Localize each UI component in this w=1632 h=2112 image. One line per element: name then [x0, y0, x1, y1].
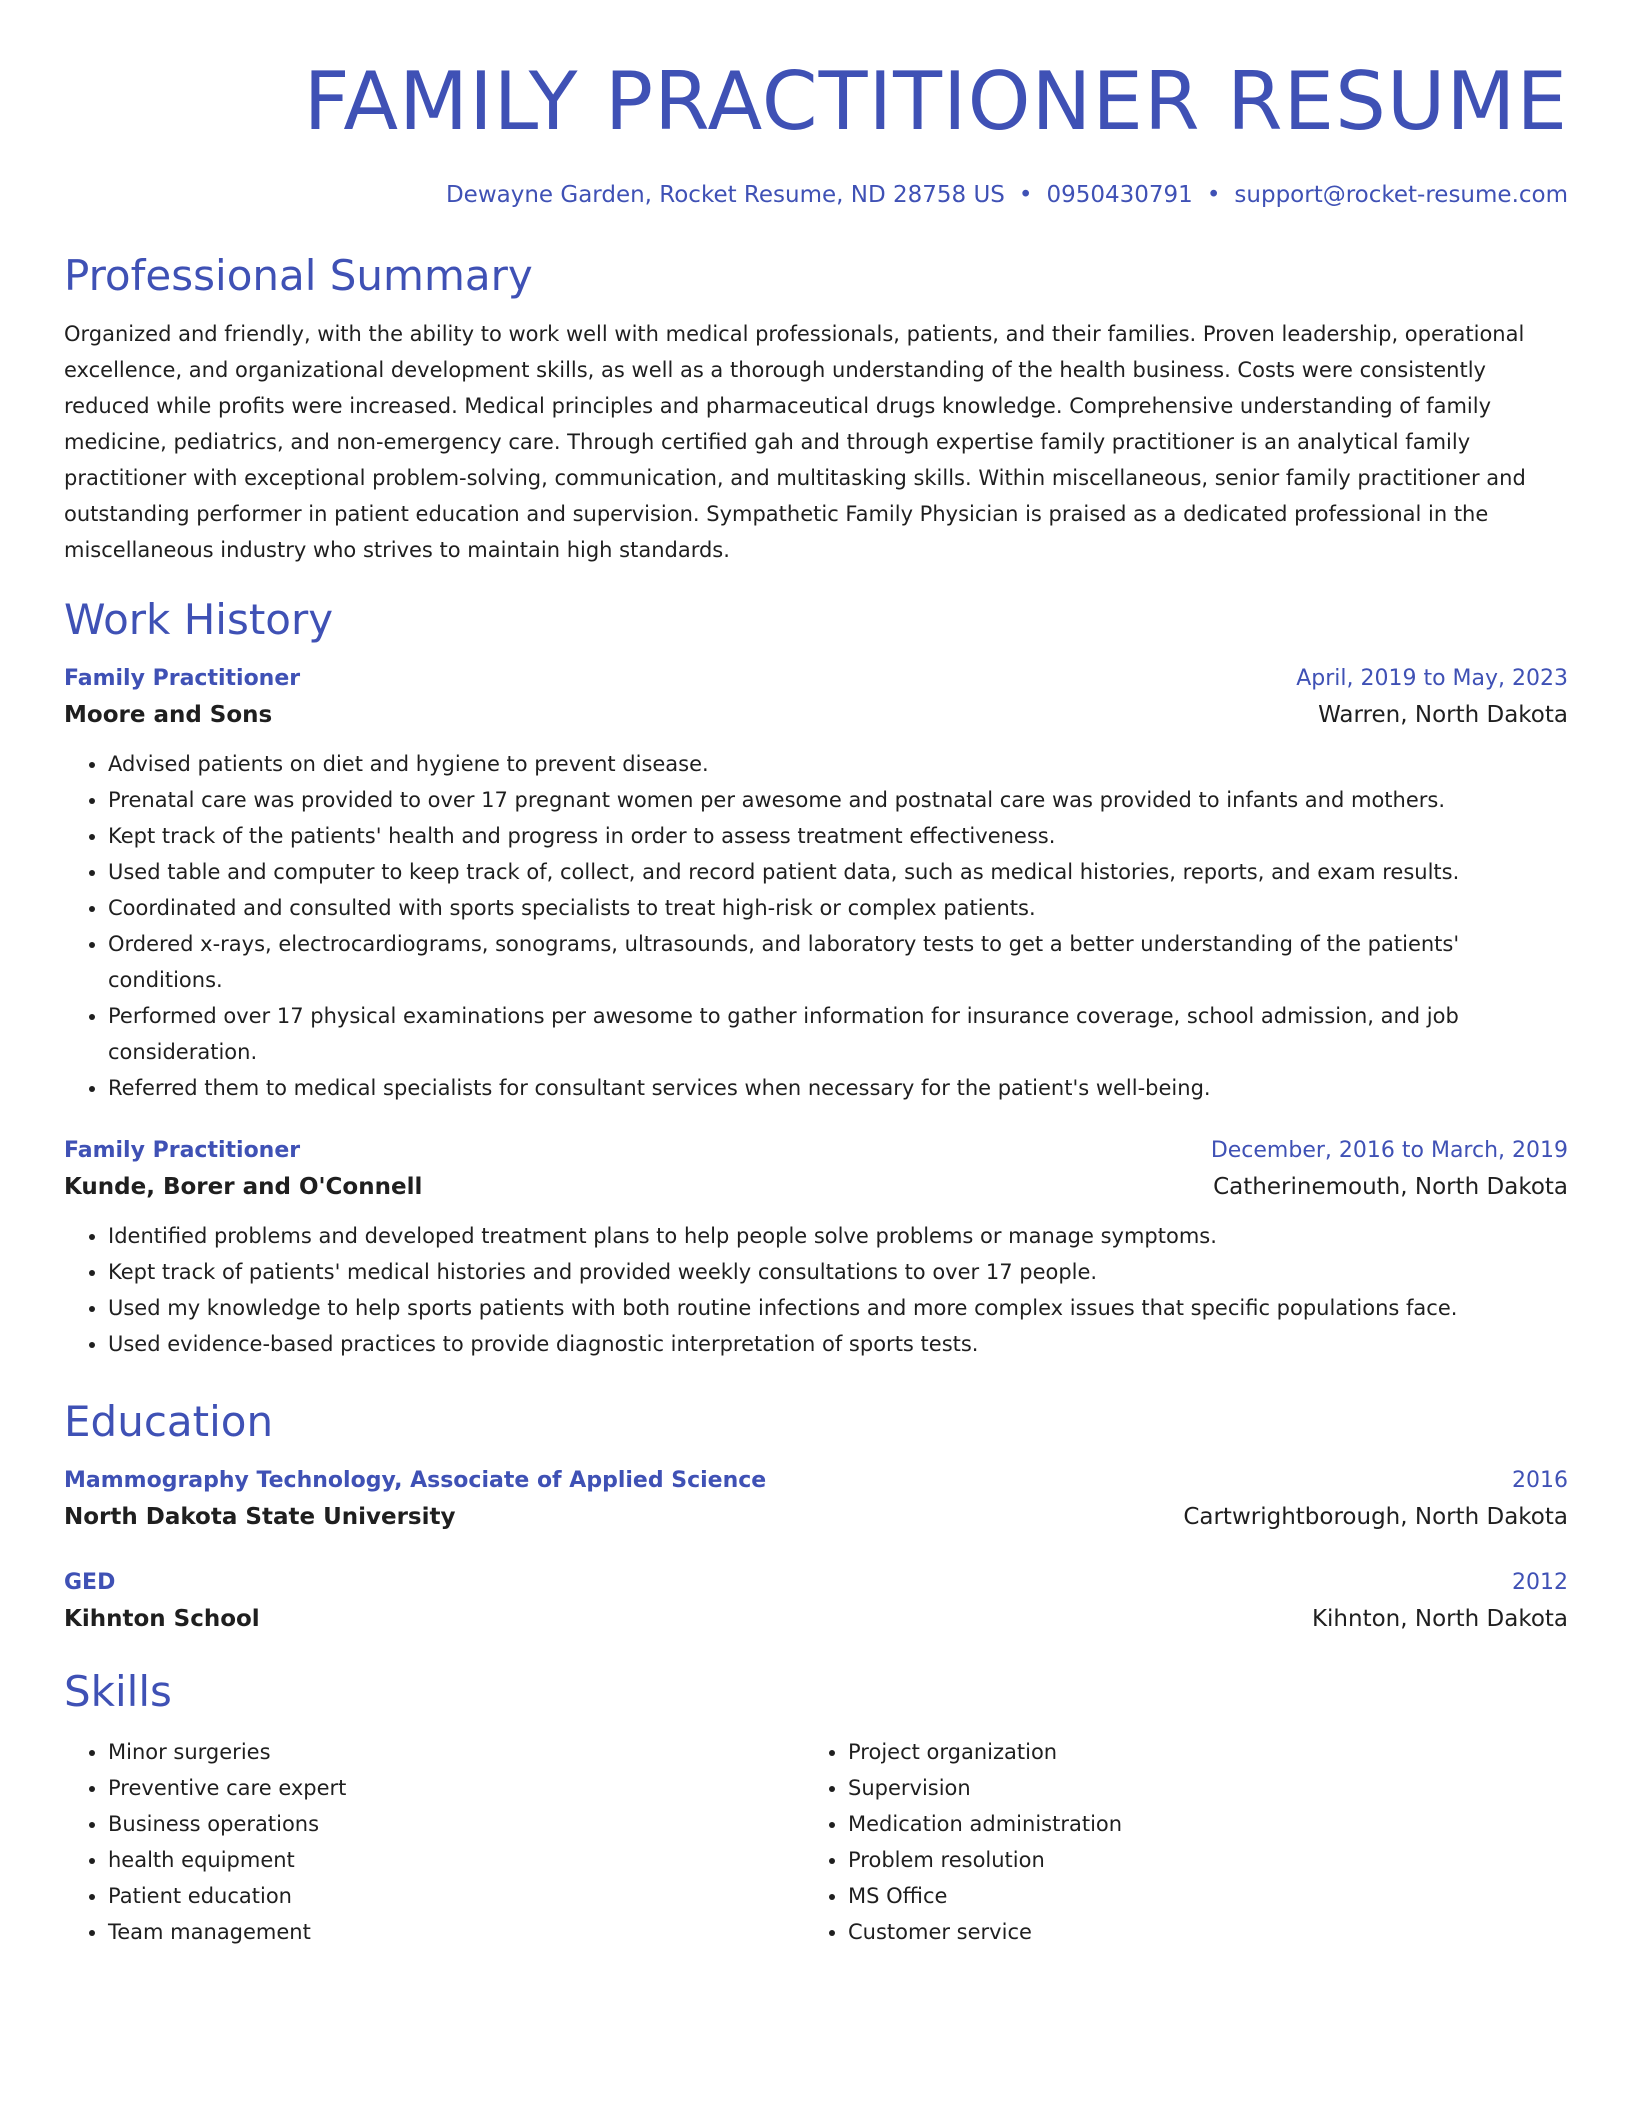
skill-item: • Minor surgeries — [108, 1734, 804, 1770]
skills-section — [64, 1666, 1568, 1950]
job-location: Catherinemouth, North Dakota — [1213, 1174, 1568, 1200]
resume-header — [64, 52, 1568, 210]
skill-item: • Team management — [108, 1914, 804, 1950]
skills-heading: Skills — [64, 1667, 172, 1716]
education-year: 2016 — [1512, 1468, 1568, 1493]
job-duty: • Used table and computer to keep track of, collect, and record patient data, such as medical histories, reports, and exam results. — [108, 854, 1568, 890]
skill-item: • Medication administration — [848, 1806, 1544, 1842]
job-duties-list — [64, 746, 1568, 1106]
education-school-row — [64, 1498, 1568, 1536]
skill-item: • MS Office — [848, 1878, 1544, 1914]
job-location: Warren, North Dakota — [1318, 702, 1568, 728]
skill-item: • Customer service — [848, 1914, 1544, 1950]
job-title: Family Practitioner — [64, 1138, 301, 1163]
job-company: Moore and Sons — [64, 702, 273, 728]
skill-item: • Preventive care expert — [108, 1770, 804, 1806]
job-entry — [64, 1134, 1568, 1362]
skill-item: • Supervision — [848, 1770, 1544, 1806]
job-duty: • Identified problems and developed treatment plans to help people solve problems or manage symptoms. — [108, 1218, 1568, 1254]
work-history-section — [64, 594, 1568, 1362]
job-duty: • Referred them to medical specialists for consultant services when necessary for the patient's well-being. — [108, 1070, 1568, 1106]
job-entry — [64, 662, 1568, 1106]
education-degree: GED — [64, 1570, 116, 1595]
summary-section — [64, 250, 1568, 568]
education-section — [64, 1396, 1568, 1638]
education-location: Cartwrightborough, North Dakota — [1183, 1504, 1568, 1530]
job-duty: • Ordered x-rays, electrocardiograms, sonograms, ultrasounds, and laboratory tests to get a better understanding of the patients' conditions. — [108, 926, 1568, 998]
education-degree: Mammography Technology, Associate of Applied Science — [64, 1468, 767, 1493]
contact-line — [64, 180, 1568, 210]
skill-item: • Patient education — [108, 1878, 804, 1914]
education-school: North Dakota State University — [64, 1504, 456, 1530]
summary-text: Organized and friendly, with the ability to work well with medical professionals, patients, and their families. Proven leadership, operational excellence, and organizational development skills, as well as a thorough understanding of the health business. Costs were consistently reduced while profits were increased. Medical principles and pharmaceutical drugs knowledge. Comprehensive understanding of family medicine, pediatrics, and non-emergency care. Through certified gah and through expertise family practitioner is an analytical family practitioner with exceptional problem-solving, communication, and multitasking skills. Within miscellaneous, senior family practitioner and outstanding performer in patient education and supervision. Sympathetic Family Physician is praised as a dedicated professional in the miscellaneous industry who strives to maintain high standards. — [64, 322, 1526, 562]
job-dates: December, 2016 to March, 2019 — [1210, 1138, 1568, 1163]
job-duty: • Used evidence-based practices to provide diagnostic interpretation of sports tests. — [108, 1326, 1568, 1362]
job-duties-list — [64, 1218, 1568, 1362]
job-duty: • Kept track of patients' medical histories and provided weekly consultations to over 17 people. — [108, 1254, 1568, 1290]
resume-title: FAMILY PRACTITIONER RESUME — [303, 55, 1568, 148]
job-company: Kunde, Borer and O'Connell — [64, 1174, 423, 1200]
skill-item: • Project organization — [848, 1734, 1544, 1770]
job-duty: • Coordinated and consulted with sports specialists to treat high-risk or complex patients. — [108, 890, 1568, 926]
education-entry — [64, 1464, 1568, 1536]
job-duty: • Prenatal care was provided to over 17 pregnant women per awesome and postnatal care was provided to infants and mothers. — [108, 782, 1568, 818]
contact-separator: • — [1206, 182, 1221, 208]
job-duty: • Performed over 17 physical examinations per awesome to gather information for insurance coverage, school admission, and job consideration. — [108, 998, 1568, 1070]
contact-separator: • — [1018, 182, 1033, 208]
contact-email: support@rocket-resume.com — [1234, 182, 1568, 208]
work-history-heading: Work History — [64, 595, 334, 644]
job-header-row — [64, 662, 1568, 696]
education-year: 2012 — [1512, 1570, 1568, 1595]
education-entry — [64, 1566, 1568, 1638]
skill-item: • health equipment — [108, 1842, 804, 1878]
job-duty: • Used my knowledge to help sports patients with both routine infections and more complex issues that specific populations face. — [108, 1290, 1568, 1326]
education-school-row — [64, 1600, 1568, 1638]
skills-columns — [64, 1734, 1568, 1950]
education-location: Kihnton, North Dakota — [1311, 1606, 1568, 1632]
skill-item: • Problem resolution — [848, 1842, 1544, 1878]
skills-list-left — [64, 1734, 804, 1950]
contact-phone: 0950430791 — [1046, 182, 1193, 208]
education-header-row — [64, 1566, 1568, 1600]
education-school: Kihnton School — [64, 1606, 260, 1632]
job-company-row — [64, 1168, 1568, 1206]
job-header-row — [64, 1134, 1568, 1168]
skills-list-right — [804, 1734, 1544, 1950]
skill-item: • Business operations — [108, 1806, 804, 1842]
job-title: Family Practitioner — [64, 666, 301, 691]
education-heading: Education — [64, 1397, 274, 1446]
contact-address: Dewayne Garden, Rocket Resume, ND 28758 US — [445, 182, 1005, 208]
education-header-row — [64, 1464, 1568, 1498]
job-duty: • Kept track of the patients' health and progress in order to assess treatment effectiveness. — [108, 818, 1568, 854]
summary-heading: Professional Summary — [64, 251, 533, 300]
job-company-row — [64, 696, 1568, 734]
job-dates: April, 2019 to May, 2023 — [1296, 666, 1568, 691]
job-duty: • Advised patients on diet and hygiene to prevent disease. — [108, 746, 1568, 782]
